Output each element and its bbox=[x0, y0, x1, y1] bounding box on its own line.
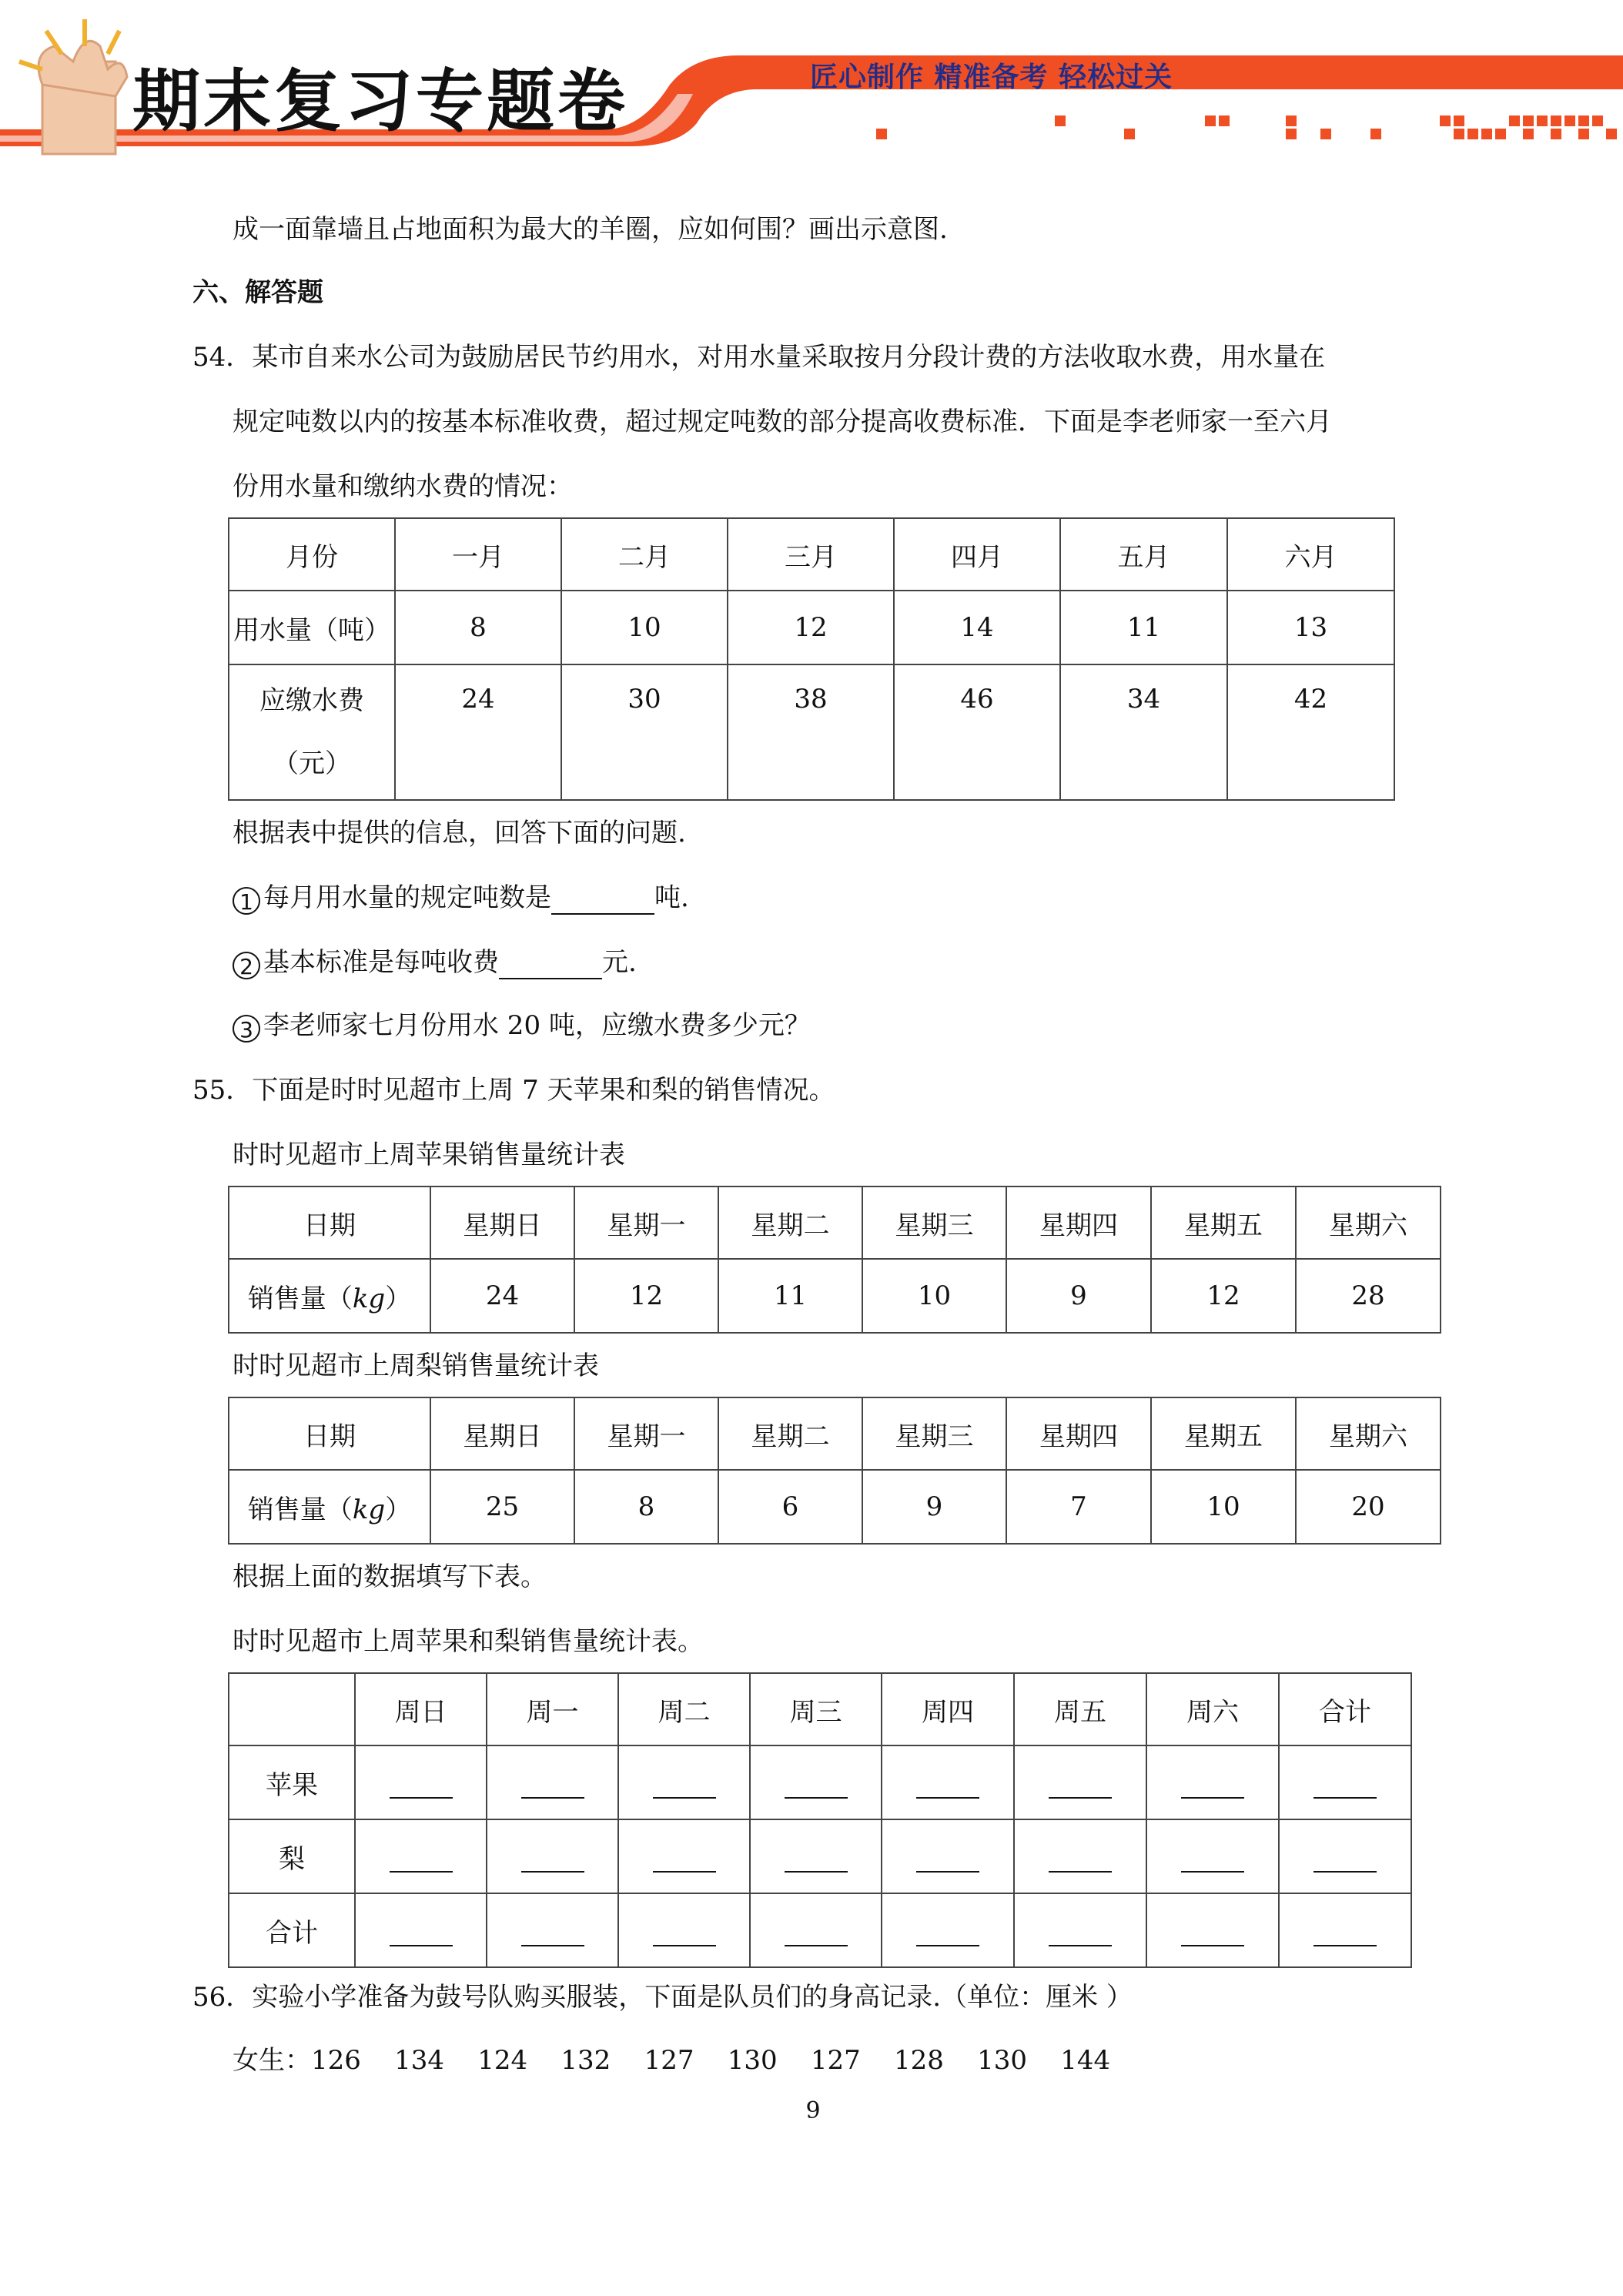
pear-sales-table bbox=[228, 1397, 1441, 1545]
table-cell bbox=[618, 1819, 750, 1893]
answer-blank[interactable] bbox=[785, 1766, 848, 1799]
table-cell: 合计 bbox=[1279, 1673, 1411, 1745]
table-cell: 星期一 bbox=[574, 1397, 718, 1470]
answer-blank[interactable] bbox=[916, 1766, 979, 1799]
height-value: 127 bbox=[810, 2045, 861, 2076]
label-unit: kg bbox=[352, 1494, 386, 1525]
row-label-line: （元） bbox=[273, 748, 351, 779]
sub2-text-b: 元. bbox=[602, 947, 637, 978]
table-cell: 周六 bbox=[1146, 1673, 1279, 1745]
answer-blank[interactable] bbox=[916, 1840, 979, 1873]
table-cell bbox=[1146, 1745, 1279, 1819]
table-row-label: 梨 bbox=[229, 1819, 355, 1893]
table-cell bbox=[1014, 1745, 1146, 1819]
table-cell: 二月 bbox=[561, 518, 728, 591]
table-cell: 30 bbox=[561, 664, 728, 800]
table-cell: 42 bbox=[1227, 664, 1394, 800]
header-slogan: 匠心制作 精准备考 轻松过关 bbox=[810, 62, 1173, 93]
table-cell bbox=[355, 1893, 487, 1967]
answer-blank[interactable] bbox=[1181, 1766, 1244, 1799]
answer-blank[interactable] bbox=[1181, 1840, 1244, 1873]
table-cell: 13 bbox=[1227, 591, 1394, 664]
table-cell: 日期 bbox=[229, 1186, 430, 1259]
table-cell bbox=[618, 1893, 750, 1967]
table-cell bbox=[1146, 1893, 1279, 1967]
answer-blank[interactable] bbox=[1049, 1840, 1112, 1873]
height-value: 144 bbox=[1060, 2045, 1111, 2076]
table-cell: 12 bbox=[1151, 1259, 1296, 1333]
circled-number: 2 bbox=[233, 952, 260, 979]
table-cell: 星期五 bbox=[1151, 1397, 1296, 1470]
answer-blank[interactable] bbox=[1049, 1766, 1112, 1799]
girls-label: 女生： bbox=[233, 2045, 311, 2076]
answer-blank[interactable] bbox=[1049, 1914, 1112, 1946]
table-header-row bbox=[229, 1397, 1441, 1470]
combined-sales-table bbox=[228, 1672, 1412, 1968]
table-cell: 星期二 bbox=[718, 1186, 862, 1259]
table-cell: 星期二 bbox=[718, 1397, 862, 1470]
page-number: 9 bbox=[805, 2097, 821, 2124]
answer-blank[interactable] bbox=[390, 1840, 453, 1873]
table-cell: 10 bbox=[862, 1259, 1006, 1333]
table-row-label: 用水量（吨） bbox=[229, 591, 395, 664]
sub2-text-a: 基本标准是每吨收费 bbox=[263, 947, 499, 978]
apple-table-title: 时时见超市上周苹果销售量统计表 bbox=[233, 1140, 625, 1170]
table-cell: 9 bbox=[862, 1470, 1006, 1544]
table-cell bbox=[355, 1819, 487, 1893]
table-row-label bbox=[229, 1259, 430, 1333]
answer-blank[interactable] bbox=[1313, 1840, 1377, 1873]
table-cell bbox=[1014, 1819, 1146, 1893]
table-cell: 星期一 bbox=[574, 1186, 718, 1259]
answer-blank[interactable] bbox=[653, 1766, 716, 1799]
table-cell bbox=[882, 1819, 1014, 1893]
row-label-line: 应缴水费 bbox=[259, 685, 364, 716]
q54-line1: 54．某市自来水公司为鼓励居民节约用水，对用水量采取按月分段计费的方法收取水费，用水量在 bbox=[192, 342, 1326, 373]
table-cell: 周日 bbox=[355, 1673, 487, 1745]
table-cell: 34 bbox=[1060, 664, 1227, 800]
answer-blank[interactable] bbox=[521, 1914, 584, 1946]
table-row bbox=[229, 664, 1394, 800]
table-cell: 一月 bbox=[395, 518, 561, 591]
table-cell: 25 bbox=[430, 1470, 574, 1544]
page-header bbox=[0, 0, 1623, 162]
table-cell: 星期四 bbox=[1006, 1397, 1151, 1470]
table-row bbox=[229, 591, 1394, 664]
table-cell: 7 bbox=[1006, 1470, 1151, 1544]
table-cell: 9 bbox=[1006, 1259, 1151, 1333]
answer-blank[interactable] bbox=[916, 1914, 979, 1946]
q55-line1: 55．下面是时时见超市上周 7 天苹果和梨的销售情况。 bbox=[192, 1075, 835, 1106]
table-cell: 星期日 bbox=[430, 1186, 574, 1259]
table-cell: 三月 bbox=[728, 518, 894, 591]
table-cell: 14 bbox=[894, 591, 1060, 664]
table-cell: 24 bbox=[430, 1259, 574, 1333]
table-cell: 五月 bbox=[1060, 518, 1227, 591]
height-value: 130 bbox=[977, 2045, 1028, 2076]
answer-blank[interactable] bbox=[390, 1914, 453, 1946]
table-cell: 星期六 bbox=[1296, 1186, 1441, 1259]
label-text: ） bbox=[385, 1283, 412, 1314]
table-cell bbox=[618, 1745, 750, 1819]
height-value: 132 bbox=[561, 2045, 611, 2076]
table-cell: 10 bbox=[1151, 1470, 1296, 1544]
label-text: ） bbox=[385, 1494, 412, 1525]
table-cell: 四月 bbox=[894, 518, 1060, 591]
table-cell: 星期六 bbox=[1296, 1397, 1441, 1470]
table-cell bbox=[1279, 1893, 1411, 1967]
sub1-text-b: 吨. bbox=[654, 882, 689, 913]
sub3-text: 李老师家七月份用水 20 吨，应缴水费多少元？ bbox=[263, 1010, 811, 1041]
table-row bbox=[229, 1745, 1411, 1819]
table-cell: 六月 bbox=[1227, 518, 1394, 591]
table-cell: 11 bbox=[1060, 591, 1227, 664]
answer-blank[interactable] bbox=[1313, 1914, 1377, 1946]
header-title: 期末复习专题卷 bbox=[132, 62, 629, 141]
sub1-text-a: 每月用水量的规定吨数是 bbox=[263, 882, 551, 913]
table-cell: 周四 bbox=[882, 1673, 1014, 1745]
fill-prompt: 根据上面的数据填写下表。 bbox=[233, 1561, 547, 1592]
table-cell: 38 bbox=[728, 664, 894, 800]
table-cell: 星期三 bbox=[862, 1397, 1006, 1470]
height-value: 130 bbox=[727, 2045, 778, 2076]
table-cell: 星期日 bbox=[430, 1397, 574, 1470]
answer-blank[interactable] bbox=[390, 1766, 453, 1799]
table-row-label: 合计 bbox=[229, 1893, 355, 1967]
label-text: 销售量（ bbox=[247, 1283, 353, 1314]
table-cell: 10 bbox=[561, 591, 728, 664]
table-cell: 12 bbox=[574, 1259, 718, 1333]
table-cell: 星期四 bbox=[1006, 1186, 1151, 1259]
table-cell bbox=[487, 1745, 618, 1819]
answer-blank[interactable] bbox=[499, 947, 602, 979]
table-cell bbox=[750, 1819, 882, 1893]
answer-blank[interactable] bbox=[785, 1840, 848, 1873]
circled-number: 3 bbox=[233, 1015, 260, 1043]
table-row-label bbox=[229, 664, 395, 800]
table-cell bbox=[229, 1673, 355, 1745]
circled-number: 1 bbox=[233, 887, 260, 915]
apple-sales-table bbox=[228, 1186, 1441, 1334]
table-cell: 8 bbox=[395, 591, 561, 664]
q54-line3: 份用水量和缴纳水费的情况： bbox=[233, 471, 573, 502]
q54-line2: 规定吨数以内的按基本标准收费，超过规定吨数的部分提高收费标准．下面是李老师家一至六月 bbox=[233, 407, 1332, 437]
height-value: 126 bbox=[311, 2045, 361, 2076]
table-cell bbox=[1014, 1893, 1146, 1967]
section-title: 六、解答题 bbox=[192, 277, 323, 308]
pear-table-title: 时时见超市上周梨销售量统计表 bbox=[233, 1350, 599, 1381]
intro-line: 成一面靠墙且占地面积为最大的羊圈，应如何围？画出示意图. bbox=[233, 214, 948, 245]
table-cell bbox=[487, 1819, 618, 1893]
table-cell: 星期三 bbox=[862, 1186, 1006, 1259]
answer-blank[interactable] bbox=[521, 1840, 584, 1873]
height-value: 124 bbox=[477, 2045, 528, 2076]
q54-sub2 bbox=[233, 947, 637, 979]
table-row bbox=[229, 1893, 1411, 1967]
height-value: 128 bbox=[893, 2045, 944, 2076]
table-cell: 周五 bbox=[1014, 1673, 1146, 1745]
answer-blank[interactable] bbox=[653, 1840, 716, 1873]
q54-sub1 bbox=[233, 882, 689, 915]
height-value: 134 bbox=[394, 2045, 445, 2076]
table-cell: 12 bbox=[728, 591, 894, 664]
table-cell: 日期 bbox=[229, 1397, 430, 1470]
table-cell: 24 bbox=[395, 664, 561, 800]
table-header-row bbox=[229, 1673, 1411, 1745]
table-header-row bbox=[229, 518, 1394, 591]
height-value: 127 bbox=[644, 2045, 694, 2076]
table-cell bbox=[1279, 1745, 1411, 1819]
answer-blank[interactable] bbox=[521, 1766, 584, 1799]
table-cell bbox=[1279, 1819, 1411, 1893]
table-cell bbox=[750, 1745, 882, 1819]
label-unit: kg bbox=[352, 1283, 386, 1314]
table-cell: 周一 bbox=[487, 1673, 618, 1745]
answer-blank[interactable] bbox=[1181, 1914, 1244, 1946]
table-cell bbox=[487, 1893, 618, 1967]
q56-girls-line bbox=[233, 2045, 1110, 2076]
answer-blank[interactable] bbox=[1313, 1766, 1377, 1799]
table-cell bbox=[882, 1745, 1014, 1819]
q54-prompt: 根据表中提供的信息，回答下面的问题. bbox=[233, 818, 686, 848]
table-row-label: 苹果 bbox=[229, 1745, 355, 1819]
table-cell bbox=[1146, 1819, 1279, 1893]
table-cell: 周二 bbox=[618, 1673, 750, 1745]
table-row-label bbox=[229, 1470, 430, 1544]
table-cell bbox=[882, 1893, 1014, 1967]
table-cell: 星期五 bbox=[1151, 1186, 1296, 1259]
answer-blank[interactable] bbox=[653, 1914, 716, 1946]
header-decor-squares bbox=[876, 115, 1617, 139]
table-cell: 11 bbox=[718, 1259, 862, 1333]
water-fee-table bbox=[228, 517, 1395, 801]
table-cell bbox=[355, 1745, 487, 1819]
table-cell: 8 bbox=[574, 1470, 718, 1544]
table-cell: 周三 bbox=[750, 1673, 882, 1745]
label-text: 销售量（ bbox=[247, 1494, 353, 1525]
table-cell: 月份 bbox=[229, 518, 395, 591]
table-cell bbox=[750, 1893, 882, 1967]
table-row bbox=[229, 1470, 1441, 1544]
combined-table-title: 时时见超市上周苹果和梨销售量统计表。 bbox=[233, 1626, 704, 1657]
answer-blank[interactable] bbox=[551, 882, 654, 915]
table-cell: 20 bbox=[1296, 1470, 1441, 1544]
table-row bbox=[229, 1259, 1441, 1333]
q54-sub3 bbox=[233, 1010, 811, 1043]
table-row bbox=[229, 1819, 1411, 1893]
q56-line1: 56．实验小学准备为鼓号队购买服装，下面是队员们的身高记录.（单位：厘米 ） bbox=[192, 1982, 1133, 2013]
table-cell: 28 bbox=[1296, 1259, 1441, 1333]
table-header-row bbox=[229, 1186, 1441, 1259]
table-cell: 6 bbox=[718, 1470, 862, 1544]
answer-blank[interactable] bbox=[785, 1914, 848, 1946]
table-cell: 46 bbox=[894, 664, 1060, 800]
